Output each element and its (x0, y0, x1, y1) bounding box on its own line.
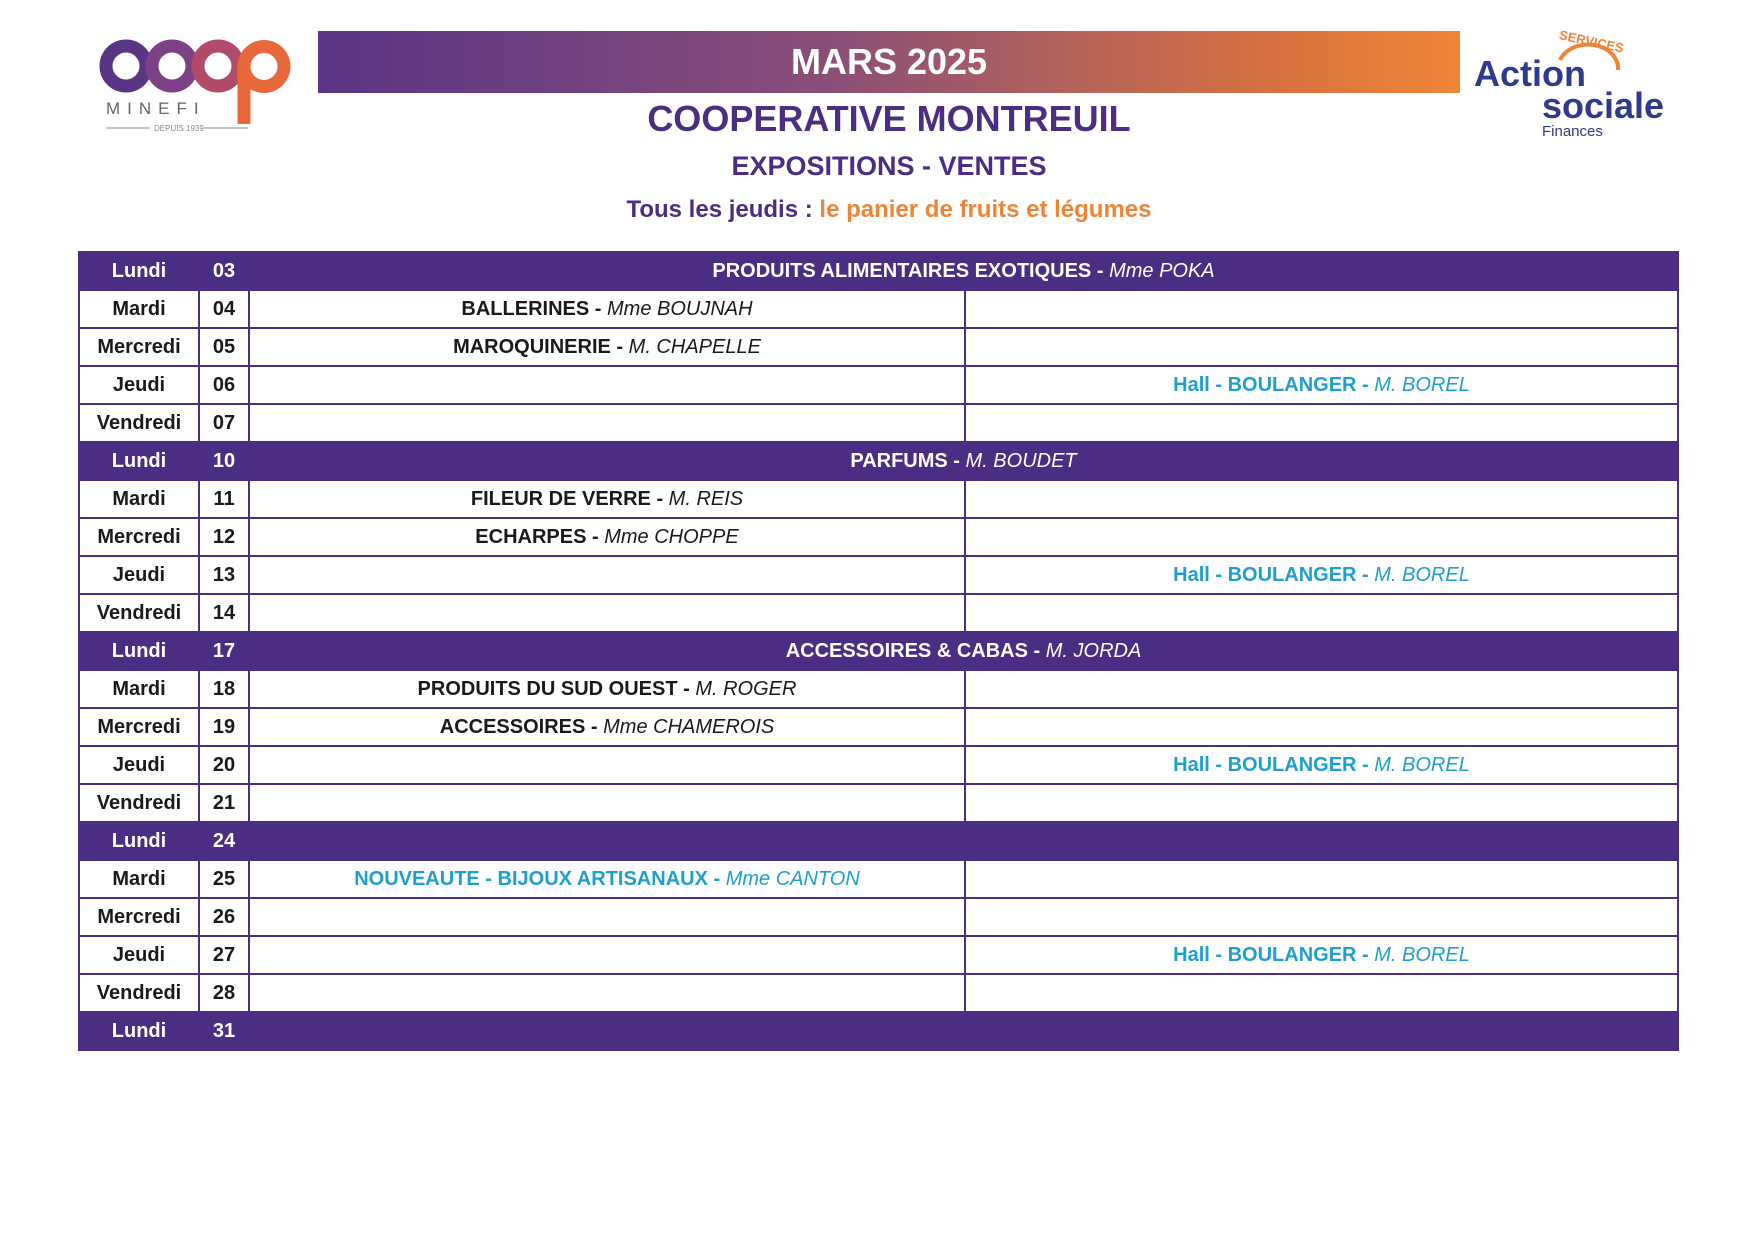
date-cell: 07 (199, 404, 249, 442)
exhibition-cell: BALLERINES - Mme BOUJNAH (249, 290, 965, 328)
date-cell: 24 (199, 822, 249, 860)
exhibition-cell (249, 898, 965, 936)
month-banner: MARS 2025 (318, 31, 1460, 93)
exhibition-title: PRODUITS DU SUD OUEST (417, 677, 678, 700)
date-cell: 18 (199, 670, 249, 708)
day-cell: Vendredi (79, 404, 199, 442)
schedule-row (79, 936, 1678, 974)
exhibition-cell (249, 746, 965, 784)
date-cell: 10 (199, 442, 249, 480)
logo-action-text: Action (1474, 53, 1586, 94)
exhibition-title: FILEUR DE VERRE (470, 487, 651, 510)
date-cell: 03 (199, 252, 249, 290)
day-cell: Lundi (79, 632, 199, 670)
exhibition-cell (249, 594, 965, 632)
hall-cell (965, 404, 1678, 442)
exhibition-title: ACCESSOIRES & CABAS (785, 639, 1028, 662)
hall-cell (965, 898, 1678, 936)
date-cell: 27 (199, 936, 249, 974)
hall-title: Hall - BOULANGER (1173, 373, 1357, 396)
schedule-table (78, 251, 1679, 1051)
day-cell: Mardi (79, 290, 199, 328)
schedule-row (79, 252, 1678, 290)
hall-cell (965, 974, 1678, 1012)
date-cell: 20 (199, 746, 249, 784)
hall-cell: Hall - BOULANGER - M. BOREL (965, 746, 1678, 784)
exhibition-cell: PRODUITS DU SUD OUEST - M. ROGER (249, 670, 965, 708)
logo-sociale-text: sociale (1542, 85, 1665, 126)
hall-cell: Hall - BOULANGER - M. BOREL (965, 366, 1678, 404)
date-cell: 05 (199, 328, 249, 366)
schedule-row (79, 480, 1678, 518)
hall-vendor-name: M. BOREL (1374, 373, 1470, 396)
exhibition-title: ECHARPES (475, 525, 587, 548)
schedule-row (79, 1012, 1678, 1050)
page-subtitle: EXPOSITIONS - VENTES (731, 151, 1047, 181)
hall-cell (965, 328, 1678, 366)
day-cell: Mardi (79, 860, 199, 898)
exhibition-cell: FILEUR DE VERRE - M. REIS (249, 480, 965, 518)
svg-text:DEPUIS 1939: DEPUIS 1939 (154, 124, 204, 133)
exhibitor-name: M. BOUDET (965, 449, 1077, 472)
exhibition-cell (249, 936, 965, 974)
exhibitor-name: Mme CHAMEROIS (603, 715, 775, 738)
exhibition-cell (249, 404, 965, 442)
day-cell: Lundi (79, 442, 199, 480)
day-cell: Mardi (79, 480, 199, 518)
schedule-row (79, 518, 1678, 556)
exhibitor-name: M. JORDA (1045, 639, 1142, 662)
exhibitor-name: M. REIS (668, 487, 744, 510)
exhibitor-name: M. CHAPELLE (628, 335, 761, 358)
exhibition-cell (249, 556, 965, 594)
hall-vendor-name: M. BOREL (1374, 753, 1470, 776)
day-cell: Jeudi (79, 556, 199, 594)
tagline (318, 196, 1460, 224)
hall-title: Hall - BOULANGER (1173, 943, 1357, 966)
exhibition-cell (249, 366, 965, 404)
day-cell: Mercredi (79, 328, 199, 366)
schedule-row (79, 290, 1678, 328)
day-cell: Mardi (79, 670, 199, 708)
date-cell: 14 (199, 594, 249, 632)
schedule-row (79, 670, 1678, 708)
schedule-row (79, 442, 1678, 480)
date-cell: 06 (199, 366, 249, 404)
exhibition-title: ACCESSOIRES (439, 715, 586, 738)
schedule-row (79, 708, 1678, 746)
date-cell: 28 (199, 974, 249, 1012)
exhibition-cell (249, 822, 1678, 860)
exhibitor-name: M. ROGER (695, 677, 797, 700)
day-cell: Jeudi (79, 746, 199, 784)
exhibition-title: MAROQUINERIE (453, 335, 611, 358)
schedule-row (79, 860, 1678, 898)
page-title: COOPERATIVE MONTREUIL (647, 98, 1131, 139)
day-cell: Vendredi (79, 784, 199, 822)
hall-vendor-name: M. BOREL (1374, 563, 1470, 586)
exhibition-cell (249, 1012, 1678, 1050)
hall-cell (965, 784, 1678, 822)
tagline-lead: Tous les jeudis : (626, 196, 813, 223)
hall-cell: Hall - BOULANGER - M. BOREL (965, 556, 1678, 594)
exhibition-cell (249, 784, 965, 822)
date-cell: 12 (199, 518, 249, 556)
exhibitor-name: Mme CHOPPE (604, 525, 739, 548)
date-cell: 31 (199, 1012, 249, 1050)
hall-cell (965, 518, 1678, 556)
exhibition-title: NOUVEAUTE - BIJOUX ARTISANAUX (354, 867, 708, 890)
day-cell: Jeudi (79, 366, 199, 404)
day-cell: Mercredi (79, 708, 199, 746)
exhibition-cell: MAROQUINERIE - M. CHAPELLE (249, 328, 965, 366)
schedule-row (79, 556, 1678, 594)
exhibition-title: PRODUITS ALIMENTAIRES EXOTIQUES (712, 259, 1092, 282)
day-cell: Vendredi (79, 594, 199, 632)
hall-cell (965, 594, 1678, 632)
logo-services-text: SERVICES (1557, 27, 1626, 56)
schedule-row (79, 328, 1678, 366)
day-cell: Lundi (79, 1012, 199, 1050)
day-cell: Lundi (79, 822, 199, 860)
exhibition-cell: ACCESSOIRES - Mme CHAMEROIS (249, 708, 965, 746)
logo-finances-text: Finances (1542, 123, 1603, 140)
hall-cell (965, 290, 1678, 328)
hall-title: Hall - BOULANGER (1173, 753, 1357, 776)
exhibition-cell: ECHARPES - Mme CHOPPE (249, 518, 965, 556)
day-cell: Lundi (79, 252, 199, 290)
date-cell: 25 (199, 860, 249, 898)
date-cell: 21 (199, 784, 249, 822)
exhibition-cell: PRODUITS ALIMENTAIRES EXOTIQUES - Mme POKA (249, 252, 1678, 290)
date-cell: 19 (199, 708, 249, 746)
tagline-accent: le panier de fruits et légumes (819, 196, 1152, 223)
hall-cell (965, 860, 1678, 898)
schedule-row (79, 366, 1678, 404)
schedule-row (79, 746, 1678, 784)
day-cell: Jeudi (79, 936, 199, 974)
exhibition-cell (249, 974, 965, 1012)
schedule-row (79, 974, 1678, 1012)
exhibition-cell: NOUVEAUTE - BIJOUX ARTISANAUX - Mme CANTON (249, 860, 965, 898)
hall-cell: Hall - BOULANGER - M. BOREL (965, 936, 1678, 974)
action-sociale-logo (1472, 24, 1692, 144)
day-cell: Vendredi (79, 974, 199, 1012)
exhibitor-name: Mme BOUJNAH (607, 297, 753, 320)
exhibition-cell: ACCESSOIRES & CABAS - M. JORDA (249, 632, 1678, 670)
exhibition-cell: PARFUMS - M. BOUDET (249, 442, 1678, 480)
hall-cell (965, 708, 1678, 746)
exhibition-title: PARFUMS (850, 449, 948, 472)
schedule-row (79, 594, 1678, 632)
exhibition-title: BALLERINES (461, 297, 590, 320)
hall-cell (965, 670, 1678, 708)
date-cell: 04 (199, 290, 249, 328)
date-cell: 17 (199, 632, 249, 670)
hall-title: Hall - BOULANGER (1173, 563, 1357, 586)
schedule-row (79, 898, 1678, 936)
hall-cell (965, 480, 1678, 518)
schedule-row (79, 404, 1678, 442)
date-cell: 26 (199, 898, 249, 936)
schedule-row (79, 632, 1678, 670)
schedule-row (79, 822, 1678, 860)
date-cell: 13 (199, 556, 249, 594)
hall-vendor-name: M. BOREL (1374, 943, 1470, 966)
schedule-row (79, 784, 1678, 822)
exhibitor-name: Mme POKA (1109, 259, 1215, 282)
coop-minefi-text: MINEFI (106, 99, 206, 118)
coop-minefi-logo (98, 32, 308, 142)
exhibitor-name: Mme CANTON (725, 867, 860, 890)
day-cell: Mercredi (79, 518, 199, 556)
date-cell: 11 (199, 480, 249, 518)
day-cell: Mercredi (79, 898, 199, 936)
